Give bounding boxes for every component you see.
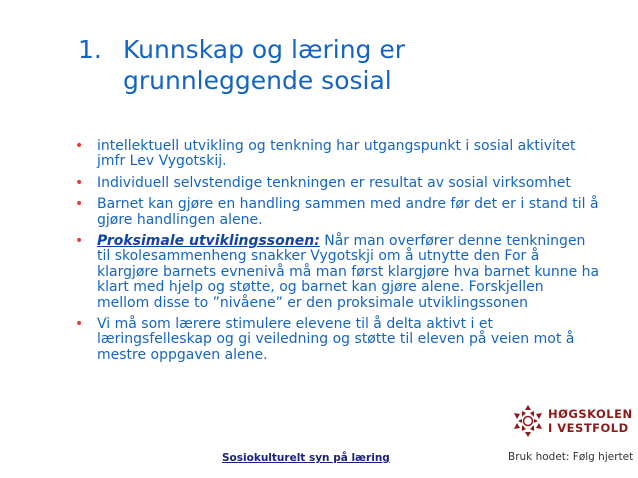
bullet-list <box>75 139 600 369</box>
bullet-dot-icon: • <box>75 174 84 191</box>
bullet-text: intellektuell utvikling og tenkning har utgangspunkt i sosial aktivitet jmfr Lev Vygotskij. <box>97 138 576 170</box>
logo-line-2: I VESTFOLD <box>548 421 629 435</box>
bullet-emphasis: Proksimale utviklingssonen: <box>97 233 320 250</box>
bullet-dot-icon: • <box>75 316 84 333</box>
bullet-item <box>75 197 600 228</box>
bullet-item <box>75 139 600 170</box>
bullet-text: Når man overfører denne tenkningen til skolesammenheng snakker Vygotskji om å utnytte den For å klargjøre barnets evnenivå må man først klargjøre hva barnet kunne ha klart med hjelp og støtte, og barnet kan gjøre alene. Forskjellen mellom disse to ”nivåene” er den proksimale utviklingssonen <box>97 233 600 311</box>
logo-name <box>548 407 633 435</box>
bullet-text: Barnet kan gjøre en handling sammen med andre før det er i stand til å gjøre handlingen alene. <box>97 196 599 228</box>
title-line-2: grunnleggende sosial <box>123 66 392 95</box>
title-number: 1. <box>78 35 102 64</box>
slide-title <box>78 34 618 96</box>
footer-title: Sosiokulturelt syn på læring <box>222 452 390 464</box>
logo-tagline: Bruk hodet: Følg hjertet <box>508 451 634 463</box>
logo-line-1: HØGSKOLEN <box>548 407 633 421</box>
bullet-item <box>75 234 600 311</box>
bullet-dot-icon: • <box>75 233 84 250</box>
title-line-1: Kunnskap og læring er <box>123 35 406 64</box>
bullet-text: Individuell selvstendige tenkningen er resultat av sosial virksomhet <box>97 174 571 191</box>
bullet-text: Vi må som lærere stimulere elevene til å delta aktivt i et læringsfelleskap og gi veiledning og støtte til eleven på veien mot å mestre oppgaven alene. <box>97 316 575 363</box>
hive-star-logo-icon <box>512 404 544 438</box>
bullet-item <box>75 176 600 191</box>
logo <box>512 404 632 442</box>
bullet-dot-icon: • <box>75 138 84 154</box>
bullet-dot-icon: • <box>75 196 84 213</box>
bullet-item <box>75 317 600 363</box>
